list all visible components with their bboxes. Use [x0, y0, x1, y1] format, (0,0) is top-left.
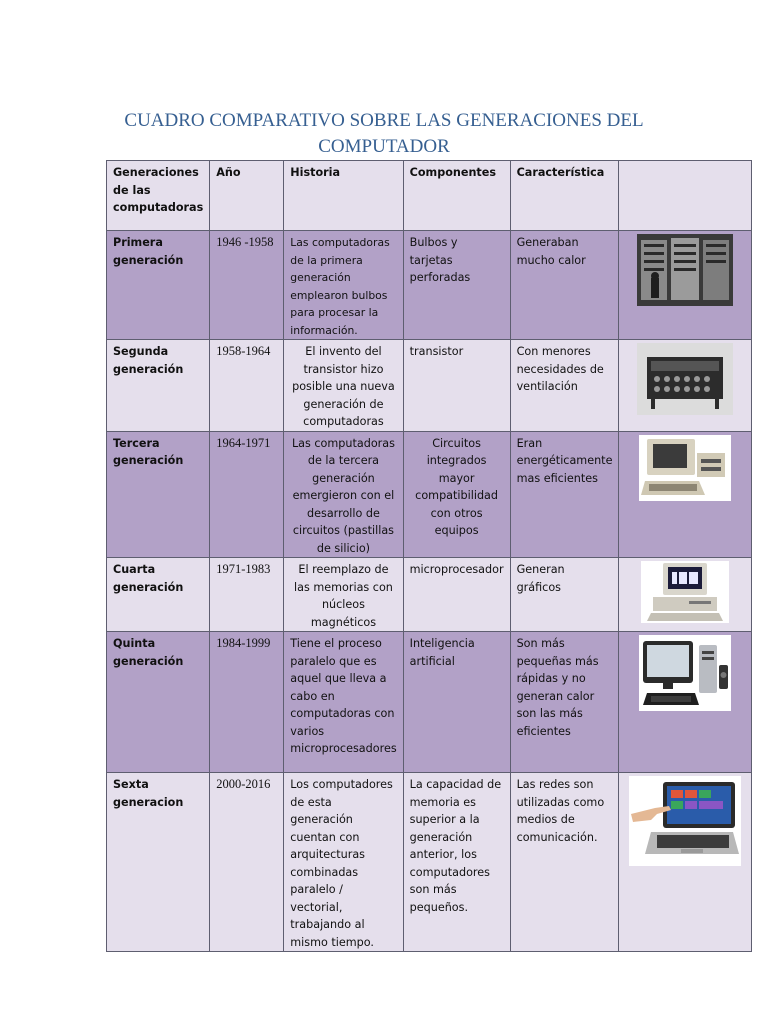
- cell-generation: Sexta generacion: [107, 773, 210, 952]
- cell-components: Bulbos y tarjetas perforadas: [403, 231, 510, 340]
- cell-image: [619, 340, 752, 432]
- tablet-laptop-photo: [629, 776, 741, 866]
- cell-year: 1946 -1958: [210, 231, 284, 340]
- cell-image: [619, 632, 752, 773]
- cell-components: La capacidad de memoria es superior a la generación anterior, los computadores son más pequeños.: [403, 773, 510, 952]
- table-row: [107, 340, 752, 432]
- comparison-table: [106, 160, 752, 952]
- table-row: [107, 632, 752, 773]
- cell-characteristics: Generan gráficos: [510, 558, 619, 632]
- header-history: Historia: [284, 161, 403, 231]
- transistor-computer-photo: [637, 343, 733, 415]
- cell-generation: Tercera generación: [107, 431, 210, 558]
- header-year: Año: [210, 161, 284, 231]
- cell-characteristics: Con menores necesidades de ventilación: [510, 340, 619, 432]
- table-row: [107, 773, 752, 952]
- header-image: [619, 161, 752, 231]
- ibm-pc-photo: [641, 561, 729, 623]
- cell-generation: Cuarta generación: [107, 558, 210, 632]
- personal-computer-photo: [639, 435, 731, 501]
- cell-history: Los computadores de esta generación cuentan con arquitecturas combinadas paralelo / vectorial, trabajando al mismo tiempo.: [284, 773, 403, 952]
- cell-history: Las computadoras de la tercera generación emergieron con el desarrollo de circuitos (pastillas de silicio): [284, 431, 403, 558]
- cell-year: 1958-1964: [210, 340, 284, 432]
- cell-year: 1964-1971: [210, 431, 284, 558]
- cell-characteristics: Las redes son utilizadas como medios de comunicación.: [510, 773, 619, 952]
- cell-history: Las computadoras de la primera generación emplearon bulbos para procesar la información.: [284, 231, 403, 340]
- desktop-computer-photo: [639, 635, 731, 711]
- cell-history: El reemplazo de las memorias con núcleos magnéticos: [284, 558, 403, 632]
- cell-year: 2000-2016: [210, 773, 284, 952]
- page-title: CUADRO COMPARATIVO SOBRE LAS GENERACIONES DEL COMPUTADOR: [124, 110, 644, 157]
- cell-image: [619, 431, 752, 558]
- header-components: Componentes: [403, 161, 510, 231]
- vacuum-tube-computer-photo: [637, 234, 733, 306]
- table-header-row: [107, 161, 752, 231]
- cell-image: [619, 558, 752, 632]
- table-row: [107, 558, 752, 632]
- cell-history: Tiene el proceso paralelo que es aquel que lleva a cabo en computadoras con varios microprocesadores: [284, 632, 403, 773]
- cell-characteristics: Eran energéticamente mas eficientes: [510, 431, 619, 558]
- table-row: [107, 431, 752, 558]
- table-row: [107, 231, 752, 340]
- cell-components: microprocesador: [403, 558, 510, 632]
- cell-components: Inteligencia artificial: [403, 632, 510, 773]
- cell-image: [619, 773, 752, 952]
- cell-components: transistor: [403, 340, 510, 432]
- cell-characteristics: Generaban mucho calor: [510, 231, 619, 340]
- cell-characteristics: Son más pequeñas más rápidas y no generan calor son las más eficientes: [510, 632, 619, 773]
- cell-generation: Primera generación: [107, 231, 210, 340]
- header-generation: Generaciones de las computadoras: [107, 161, 210, 231]
- cell-generation: Quinta generación: [107, 632, 210, 773]
- cell-image: [619, 231, 752, 340]
- cell-history: El invento del transistor hizo posible una nueva generación de computadoras: [284, 340, 403, 432]
- cell-year: 1984-1999: [210, 632, 284, 773]
- cell-generation: Segunda generación: [107, 340, 210, 432]
- cell-components: Circuitos integrados mayor compatibilidad con otros equipos: [403, 431, 510, 558]
- cell-year: 1971-1983: [210, 558, 284, 632]
- header-characteristics: Característica: [510, 161, 619, 231]
